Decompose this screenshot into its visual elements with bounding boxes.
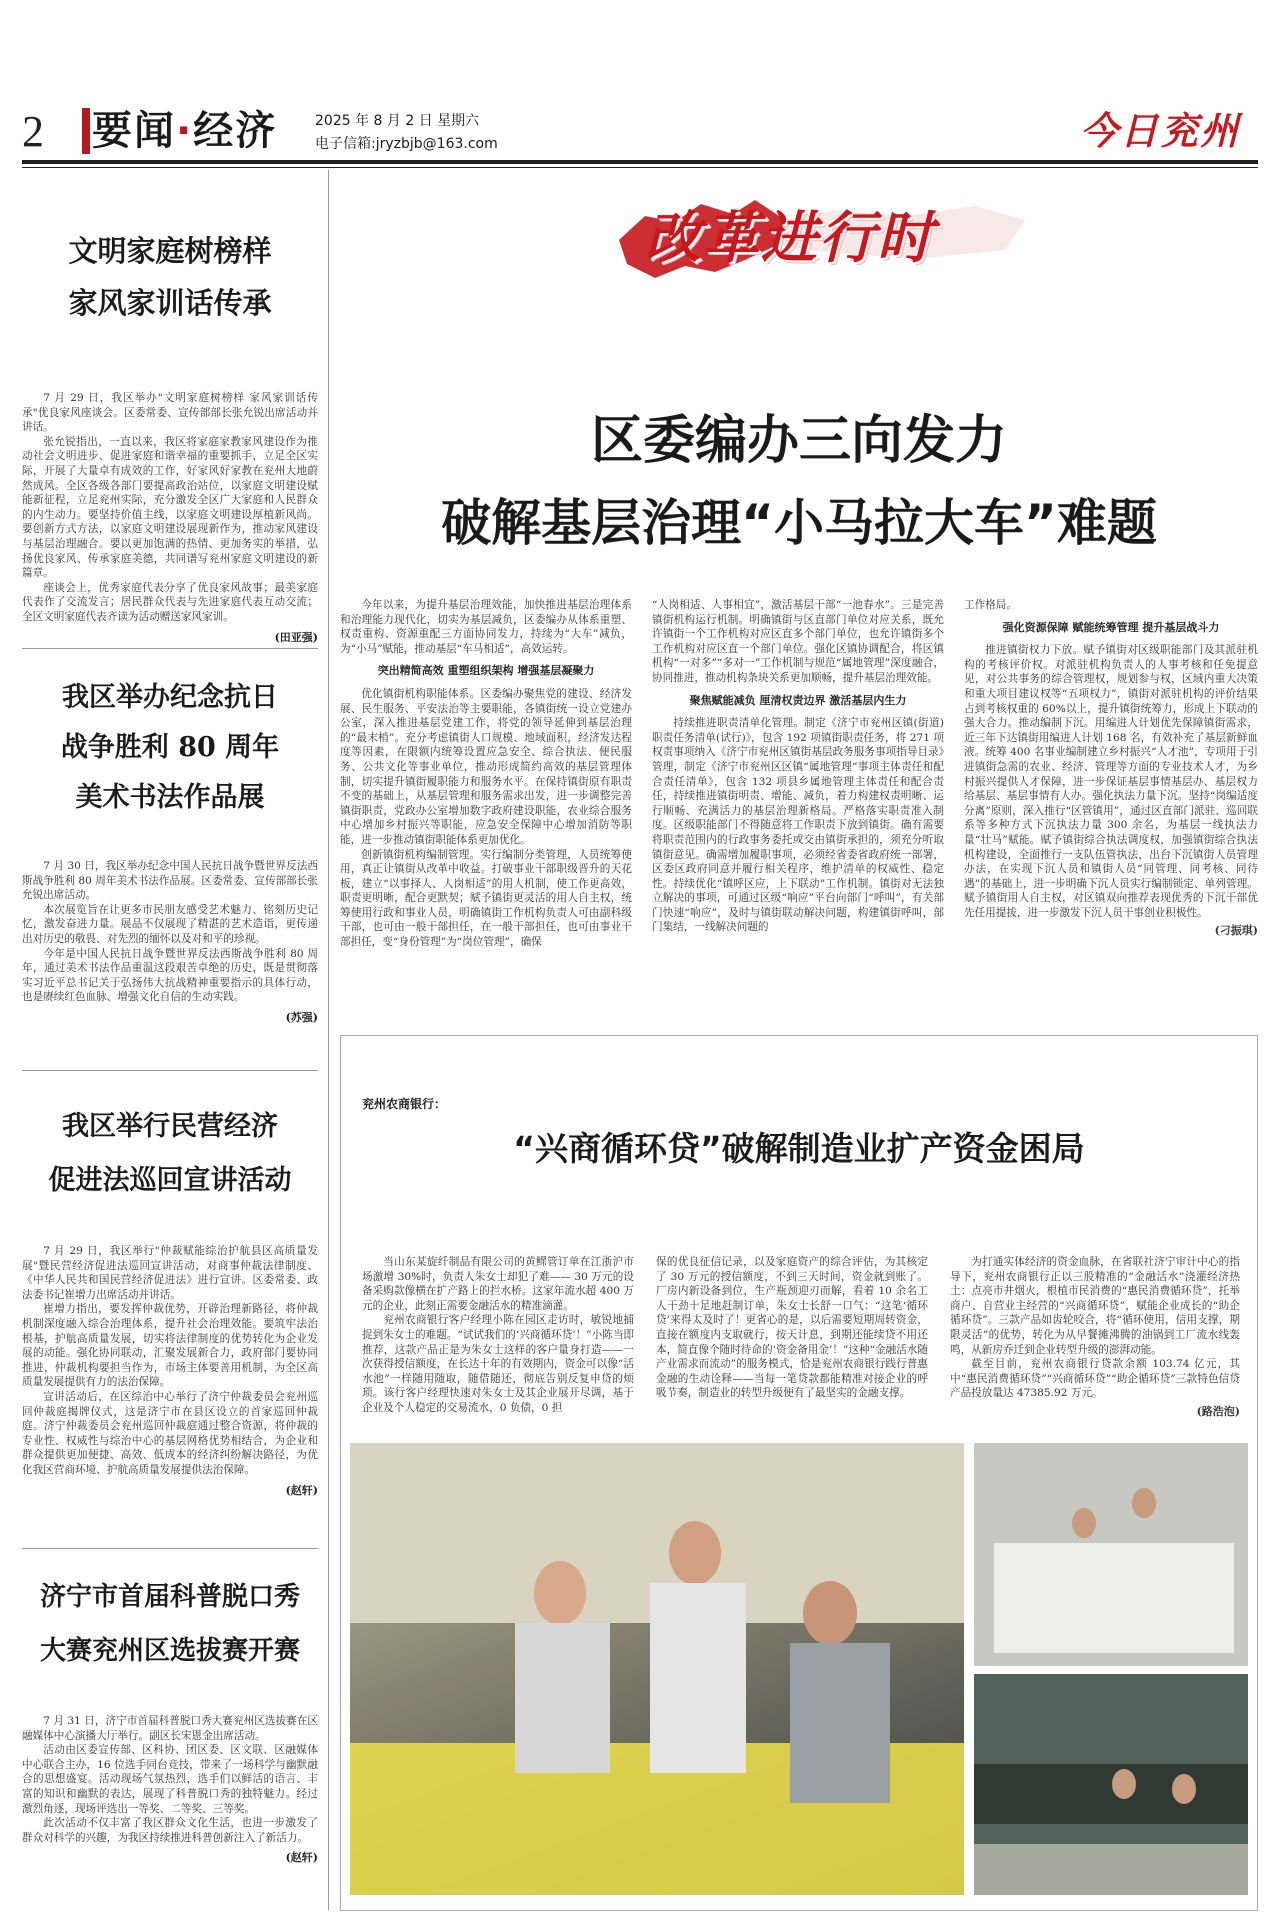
article-paragraph: 7 月 30 日，我区举办纪念中国人民抗日战争暨世界反法西斯战争胜利 80 周年美术书法作品展。区委常委、宣传部部长张允锐出席活动。 <box>22 860 318 902</box>
article-paragraph: 今年是中国人民抗日战争暨世界反法西斯战争胜利 80 周年，通过美术书法作品重温这段艰苦卓绝的历史，既是贯彻落实习近平总书记关于弘扬伟大抗战精神重要指示的具体行动，也是赓续红色血脉、增强文化自信的生动实践。 <box>22 947 318 1004</box>
main-headline-line-2: 破解基层治理“小马拉大车”难题 <box>441 494 1157 552</box>
article-title-line: 我区举办纪念抗日 <box>62 682 278 713</box>
article-paragraph: 兖州农商银行客户经理小陈在园区走访时，敏锐地捕捉到朱女士的难题。“试试我们的‘兴商循环贷’！”小陈当即推荐，这款产品正是为朱女士这样的客户量身打造——一次获得授信额度，在长达十年的有效期内，资金可以像“活水池”一样随用随取，随借随还，彻底告别反复申贷的烦琐。该行客户经理快速对朱女士及其企业展开尽调，基于企业及个人稳定的交易流水，0 负债，0 担 <box>362 1314 634 1414</box>
feature-column-3 <box>950 1255 1240 1420</box>
article-title-line: 促进法巡回宣讲活动 <box>48 1165 292 1196</box>
feature-kicker: 兖州农商银行： <box>362 1097 447 1111</box>
article-paragraph: 崔增力指出，要发挥仲裁优势，开辟治理新路径，将仲裁机制深度融入综合治理体系，提升社会治理效能。要筑牢法治根基，护航高质量发展，切实将法律制度的优势转化为企业发展的动能。强化协同联动，汇聚发展新合力，政府部门要协同推进，仲裁机构要担当作为，市场主体要善用机制，为全区高质量发展提供有力的法治保障。 <box>22 1303 318 1389</box>
photo-factory-production-line <box>974 1674 1248 1895</box>
article-paragraph: 7 月 29 日，我区举行"仲裁赋能综治护航县区高质量发展"暨民营经济促进法巡回宣讲活动，对商事仲裁法律制度、《中华人民共和国民营经济促进法》进行宣讲。区委常委、政法委书记崔增力出席活动并讲话。 <box>22 1245 318 1301</box>
section-title-a: 要闻 <box>92 108 176 154</box>
main-article-column-3 <box>964 598 1258 939</box>
article-author: (赵轩) <box>285 1483 318 1497</box>
article-title-line: 大赛兖州区选拔赛开赛 <box>39 1636 300 1666</box>
main-article-column-2 <box>652 598 944 935</box>
page-number: 2 <box>22 107 44 156</box>
article-title-line: 美术书法作品展 <box>75 782 265 813</box>
article-private-economy <box>22 1100 318 1498</box>
column-divider <box>328 170 329 1910</box>
feature-headline: “兴商循环贷”破解制造业扩产资金困局 <box>513 1129 1085 1168</box>
main-article-column-1 <box>340 598 632 950</box>
article-civilized-family <box>22 225 318 645</box>
article-paragraph: 活动由区委宣传部、区科协、团区委、区文联、区融媒体中心联合主办，16 位选手同台竞技，带来了一场科学与幽默融合的思想盛宴。活动现场气氛热烈，选手们以鲜活的语言、丰富的知识和幽默的表达，展现了科普脱口秀的独特魅力。经过激烈角逐，现场评选出一等奖、二等奖、三等奖。 <box>22 1744 318 1815</box>
article-author: (刁振琪) <box>1214 924 1258 938</box>
main-headline-line-1: 区委编办三向发力 <box>590 411 1007 471</box>
banner-title: 改革进行时 <box>645 206 935 271</box>
article-paragraph: 7 月 29 日，我区举办"文明家庭树榜样 家风家训话传承"优良家风座谈会。区委常委、宣传部部长张允锐出席活动并讲话。 <box>22 392 318 434</box>
article-paragraph: 推进镇街权力下放。赋予镇街对区级职能部门及其派驻机构的考核评价权。对派驻机构负责人的人事考核和任免提意见，对公共事务的综合管理权，规划参与权，区域内重大决策和重大项目建议权等“五项权力”，镇街对派驻机构的评价结果占到考核权重的 60%以上，提升镇街统筹力，形成上下联动的强大合力。推动编制下沉。用编进人计划优先保障镇街需求，近三年下达镇街用编进人计划 168 名，有效补充了基层新鲜血液。统筹 400 名事业编制建立乡村振兴“人才池”，专项用于引进镇街急需的农业、经济、管理等方面的专业技术人才，为乡村振兴提供人才保障，进一步保证基层事情基层办、基层权力给基层、基层事情有人办。强化执法力量下沉。坚持“岗编适度分离”原则，深入推行“区管镇用”，通过区直部门派驻、巡回联系等多种方式下沉执法力量 300 余名，为基层一线执法力量“壮马”赋能。赋予镇街综合执法调度权，加强镇街综合执法机构建设，全面推行一支队伍管执法，出台下沉镇街人员管理办法，在实现下沉人员和镇街人员“同管理、同考核、同待遇”的基础上，进一步明确下沉人员实行编制锁定、单列管理。赋予镇街用人自主权，对区镇双向推荐表现优秀的下沉干部优先任用提拔，进一步激发下沉人员干事创业积极性。 <box>964 644 1258 919</box>
article-subheading: 聚焦赋能减负 厘清权责边界 激活基层内生力 <box>689 693 907 707</box>
article-title-line: 济宁市首届科普脱口秀 <box>39 1582 300 1612</box>
photo-bank-staff-inspecting-product <box>350 1443 964 1895</box>
article-paragraph: “人岗相适、人事相宜”，激活基层干部“一池春水”。三是完善镇街机构运行机制。明确镇街与区直部门单位对应关系，既允许镇街一个工作机构对应区直多个部门单位，也允许镇街多个工作机构对应区直一个部门单位。强化区镇协调配合，将区镇机构“一对多”“多对一”工作机制与规范“属地管理”深度融合，协同推进，推动机构条块关系更加顺畅，提升基层治理效能。 <box>652 599 944 684</box>
article-paragraph: 持续推进职责清单化管理。制定《济宁市兖州区镇(街道)职责任务清单(试行)》，包含 192 项镇街职责任务，将 271 项权责事项纳入《济宁市兖州区镇街基层政务服务事项指导目录》管理，制定《济宁市兖州区区镇“属地管理”事项主体责任和配合责任清单》，包含 132 项县乡属地管理主体责任和配合责任，持续推进镇街明责、增能、减负，着力构建权责明晰、运行顺畅、充满活力的基层治理新格局。严格落实职责准入制度。区级职能部门不得随意将工作职责下放到镇街。确有需要将职责范围内的行政事务委托或交由镇街承担的，须充分听取镇街意见。确需增加履职事项，必须经省委省政府统一部署，区委区政府同意并履行相关程序，维护清单的权威性、稳定性。持续优化“镇呼区应，上下联动”工作机制。镇街对无法独立解决的事项，可通过区级“响应”平台向部门“呼叫”，有关部门快速“响应”，及时与镇街联动解决问题，构建镇街呼叫，部门集结，一线解决问题的 <box>652 717 944 934</box>
article-paragraph: 今年以来，为提升基层治理效能，加快推进基层治理体系和治理能力现代化，切实为基层减负，区委编办从体系重塑、权责重构、资源重配三方面协同发力，持续为“大车”减负，为“小马”赋能，推动基层“车马相适”，高效运转。 <box>340 599 632 655</box>
article-paragraph: 工作格局。 <box>964 599 1017 611</box>
article-divider <box>22 648 318 649</box>
article-paragraph: 宣讲活动后，在区综治中心举行了济宁仲裁委员会兖州巡回仲裁庭揭牌仪式，这是济宁市在县区设立的首家巡回仲裁庭。济宁仲裁委员会兖州巡回仲裁庭通过整合资源，将仲裁的专业性、权威性与综治中心的基层网格优势相结合，为企业和群众提供更加便捷、高效、低成本的经济纠纷解决路径，为优化我区营商环境、护航高质量发展提供法治保障。 <box>22 1390 318 1476</box>
feature-column-1 <box>362 1255 634 1416</box>
article-paragraph: 创新镇街机构编制管理。实行编制分类管理，人员统筹使用，真正让镇街从改革中收益。打破事业干部职级晋升的天花板，建立“以事择人、人岗相适”的用人机制，使工作更高效，职责更明晰，配合更默契；赋予镇街更灵活的用人自主权，统筹使用行政和事业人员，明确镇街工作机构负责人可由副科级干部，也可由一般干部担任，在一般干部担任，也可由事业干部担任，变“身份管理”为“岗位管理”，确保 <box>340 848 632 949</box>
article-divider <box>22 1548 318 1549</box>
contact-email: 电子信箱:jryzbjb@163.com <box>315 136 498 152</box>
article-title-line: 家风家训话传承 <box>68 286 272 320</box>
newspaper-logo: 今日兖州 <box>1080 108 1241 153</box>
article-paragraph: 当山东某旋纤制品有限公司的黄鳏管订单在江浙沪市场激增 30%时，负责人朱女士却犯了难—— 30 万元的设备采购款像横在扩产路上的拦水桥。这家年流水超 400 万元的企业，此刻正需要金融活水的精准滴灌。 <box>362 1256 634 1312</box>
spacer <box>22 1208 318 1244</box>
section-title-dot: · <box>176 108 194 154</box>
article-paragraph: 为打通实体经济的资金血脉，在省联社济宁审计中心的指导下，兖州农商银行正以三股精准的“金融活水”浇灌经济热土：点亮市井烟火，根植市民消费的“惠民消费循环贷”，托举商户、自营业主经营的“兴商循环贷”，赋能企业成长的“助企循环贷”。三款产品如齿轮咬合，将“循环使用，信用支撑，期限灵活”的优势，转化为从早餐摊沸腾的油锅到工厂流水线轰鸣，从新房乔迁到企业转型升级的澎湃动能。 <box>950 1256 1240 1356</box>
article-paragraph: 保的优良征信记录，以及家庭资产的综合评估，为其核定了 30 万元的授信额度，不到三天时间，资金就到账了。厂房内新设备到位，生产瓶颈迎刃而解，看着 10 余名工人干劲十足地赶制订单，朱女士长舒一口气：“这笔‘循环贷’来得太及时了！更省心的是，以后需要短期周转资金，直接在额度内支取就行，按天计息，到期还能续贷不用还本，简直像个随时待命的‘资金备用金’！”这种“金融活水随产业需求而流动”的服务模式，恰是兖州农商银行践行普惠金融的生动诠释——当每一笔贷款都能精准对接企业的呼吸节奏，制造业的转型升级便有了最坚实的金融支撑。 <box>656 1256 928 1400</box>
article-paragraph: 优化镇街机构职能体系。区委编办聚焦党的建设、经济发展、民生服务、平安法治等主要职能，各镇街统一设立党建办公室，深入推进基层党建工作，将党的领导延伸到基层治理的“最末梢”。充分考虑镇街人口规模、地域面积，经济发达程度等因素，在限额内统筹设置应急安全、综合执法、便民服务、公共文化等事业单位，推动形成简约高效的基层管理体制，切实提升镇街履职能力和服务水平。在保持镇街原有职责不变的基础上，从基层管理和服务需求出发，进一步调整完善镇街职责，党政办公室增加数字政府建设职能，农业综合服务中心增加乡村振兴等职能，应急安全保障中心增加消防等职能，进一步推动镇街职能体系更加优化。 <box>340 687 632 846</box>
article-title-line: 战争胜利 80 周年 <box>60 732 280 763</box>
article-subheading: 强化资源保障 赋能统筹管理 提升基层战斗力 <box>1002 620 1220 634</box>
article-paragraph: 张允锐指出，一直以来，我区将家庭家教家风建设作为推动社会文明进步、促进家庭和谐幸福的重要抓手，立足全区实际，开展了大量卓有成效的工作，好家风好家教在兖州大地蔚然成风。全区各级各部门要提高政治站位，以家庭文明建设赋能新征程，立足兖州实际，充分激发全区广大家庭和人民群众的内生动力。要坚持价值主线，以家庭文明建设厚植新风尚。要创新方式方法，以家庭文明建设展现新作为，推动家风建设与基层治理融合。要以更加饱满的热情、更加务实的举措，弘扬优良家风、传承家庭美德，共同谱写兖州家庭文明建设的新篇章。 <box>22 435 318 580</box>
article-paragraph: 截至目前，兖州农商银行贷款余额 103.74 亿元，其中“惠民消费循环贷”“兴商循环贷”“助企循环贷”三款特色信贷产品投放量达 47385.92 万元。 <box>950 1358 1240 1400</box>
photo-factory-workers-packaging <box>974 1443 1248 1666</box>
article-author: (路浩泡) <box>1196 1404 1240 1418</box>
article-paragraph: 此次活动不仅丰富了我区群众文化生活，也进一步激发了群众对科学的兴趣，为我区持续推进科普创新注入了新活力。 <box>22 1817 318 1844</box>
article-author: (赵轩) <box>285 1851 318 1865</box>
article-title-line: 我区举行民营经济 <box>62 1111 278 1142</box>
spacer <box>22 823 318 859</box>
spacer <box>22 1678 318 1714</box>
masthead-rule <box>22 160 1258 164</box>
article-science-talkshow <box>22 1570 318 1865</box>
article-subheading: 突出精简高效 重塑组织架构 增强基层凝聚力 <box>377 664 595 678</box>
article-paragraph: 7 月 31 日，济宁市首届科普脱口秀大赛兖州区选拔赛在区融媒体中心演播大厅举行。副区长宋恩金出席活动。 <box>22 1715 318 1742</box>
article-paragraph: 座谈会上，优秀家庭代表分享了优良家风故事；最美家庭代表作了交流发言；居民群众代表与先进家庭代表互动交流；全区文明家庭代表齐读为活动赠送家风家训。 <box>22 581 318 623</box>
article-author: (田亚强) <box>274 630 318 644</box>
section-title-b: 经济 <box>193 108 278 154</box>
publication-date: 2025 年 8 月 2 日 星期六 <box>315 113 480 129</box>
reform-banner <box>605 180 1035 292</box>
spacer <box>22 329 318 391</box>
article-paragraph: 本次展览旨在让更多市民朋友感受艺术魅力、铭刻历史记忆，激发奋进力量。展品不仅展现了精湛的艺术造诣，更传递出对历史的敬畏、对先烈的缅怀以及对和平的珍视。 <box>22 903 318 945</box>
article-art-exhibition <box>22 673 318 1025</box>
feature-column-2 <box>656 1255 928 1401</box>
masthead-rule-thin <box>22 167 1258 168</box>
article-title-line: 文明家庭树榜样 <box>68 234 272 268</box>
section-title <box>92 108 277 154</box>
masthead-accent-bar <box>82 108 90 154</box>
article-author: (苏强) <box>285 1010 318 1024</box>
article-divider <box>22 1070 318 1071</box>
